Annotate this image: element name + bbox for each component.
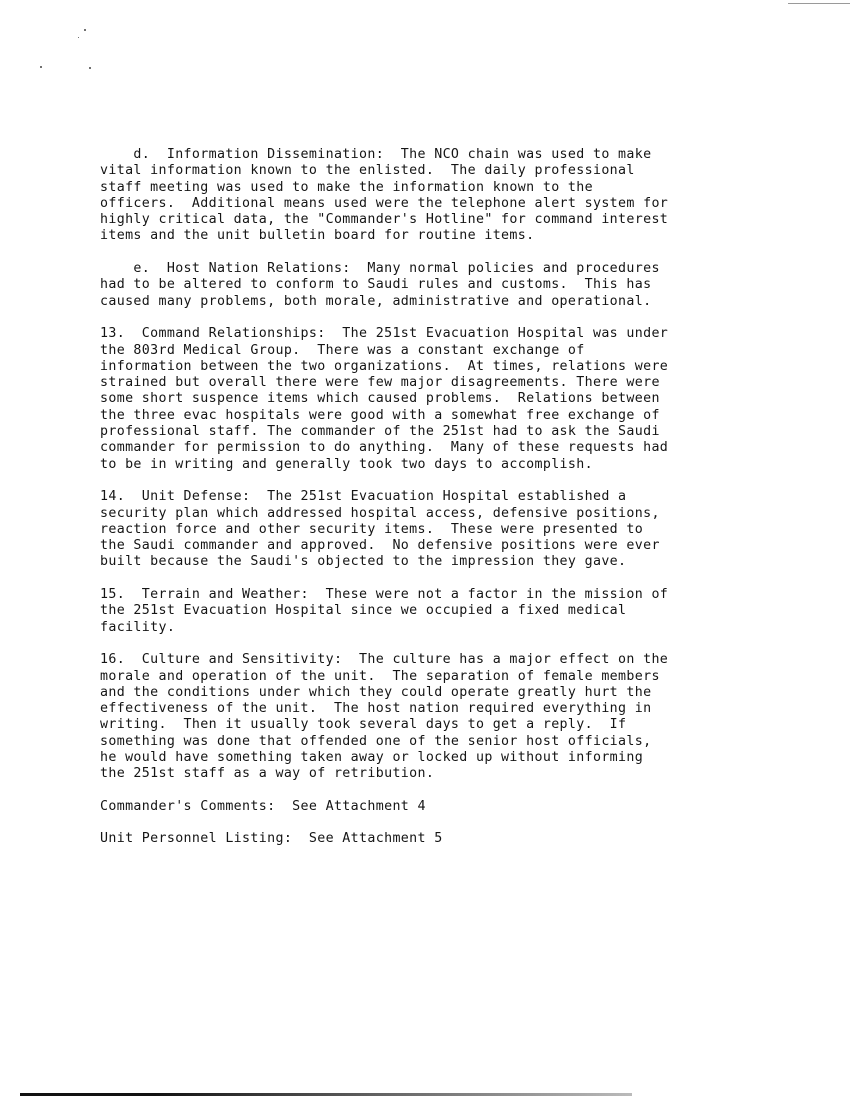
paragraph-culture-and-sensitivity <box>100 652 790 782</box>
text-line: items and the unit bulletin board for routine items. <box>100 228 535 244</box>
text-line: vital information known to the enlisted. The daily professional <box>100 163 635 179</box>
unit-personnel-listing-line <box>100 831 790 847</box>
text-line: Commander's Comments: See Attachment 4 <box>100 798 426 814</box>
bottom-edge-line <box>20 1093 632 1096</box>
text-line: 15. Terrain and Weather: These were not a factor in the mission of <box>100 587 669 603</box>
text-line: strained but overall there were few major disagreements. There were <box>100 375 660 391</box>
text-line: something was done that offended one of the senior host officials, <box>100 733 652 749</box>
document-body <box>100 147 790 864</box>
text-line: the three evac hospitals were good with a somewhat free exchange of <box>100 407 660 423</box>
text-line: built because the Saudi's objected to the impression they gave. <box>100 554 627 570</box>
text-line: caused many problems, both morale, administrative and operational. <box>100 293 652 309</box>
scan-speck <box>89 67 91 69</box>
text-line: the 251st staff as a way of retribution. <box>100 766 435 782</box>
text-line: information between the two organizations. At times, relations were <box>100 358 669 374</box>
text-line: facility. <box>100 619 176 635</box>
text-line: commander for permission to do anything. Many of these requests had <box>100 440 669 456</box>
text-line: 13. Command Relationships: The 251st Evacuation Hospital was under <box>100 326 669 342</box>
paragraph-host-nation-relations <box>100 261 790 310</box>
text-line: 16. Culture and Sensitivity: The culture has a major effect on the <box>100 652 669 668</box>
text-line: the 251st Evacuation Hospital since we occupied a fixed medical <box>100 603 627 619</box>
text-line: effectiveness of the unit. The host nation required everything in <box>100 701 652 717</box>
text-line: 14. Unit Defense: The 251st Evacuation Hospital established a <box>100 489 627 505</box>
text-line: and the conditions under which they could operate greatly hurt the <box>100 684 652 700</box>
top-edge-line <box>788 3 850 4</box>
text-line: officers. Additional means used were the telephone alert system for <box>100 195 669 211</box>
text-line: he would have something taken away or locked up without informing <box>100 749 644 765</box>
text-line: highly critical data, the "Commander's Hotline" for command interest <box>100 212 669 228</box>
paragraph-information-dissemination <box>100 147 790 245</box>
text-line: morale and operation of the unit. The separation of female members <box>100 668 660 684</box>
text-line: some short suspence items which caused problems. Relations between <box>100 391 660 407</box>
text-line: security plan which addressed hospital access, defensive positions, <box>100 505 660 521</box>
text-line: the 803rd Medical Group. There was a constant exchange of <box>100 342 585 358</box>
text-line: e. Host Nation Relations: Many normal policies and procedures <box>100 261 660 277</box>
text-line: the Saudi commander and approved. No defensive positions were ever <box>100 538 660 554</box>
text-line: Unit Personnel Listing: See Attachment 5 <box>100 831 443 847</box>
text-line: d. Information Dissemination: The NCO chain was used to make <box>100 147 652 162</box>
scan-speck <box>84 29 86 31</box>
paragraph-terrain-and-weather <box>100 587 790 636</box>
text-line: staff meeting was used to make the information known to the <box>100 179 593 195</box>
text-line: to be in writing and generally took two days to accomplish. <box>100 456 593 472</box>
paragraph-unit-defense <box>100 489 790 570</box>
text-line: writing. Then it usually took several days to get a reply. If <box>100 717 627 733</box>
text-line: reaction force and other security items. These were presented to <box>100 521 644 537</box>
paragraph-command-relationships <box>100 326 790 473</box>
text-line: professional staff. The commander of the 251st had to ask the Saudi <box>100 424 660 440</box>
text-line: had to be altered to conform to Saudi rules and customs. This has <box>100 277 652 293</box>
scan-speck <box>40 66 42 68</box>
commanders-comments-line <box>100 799 790 815</box>
scan-speck <box>78 37 79 38</box>
